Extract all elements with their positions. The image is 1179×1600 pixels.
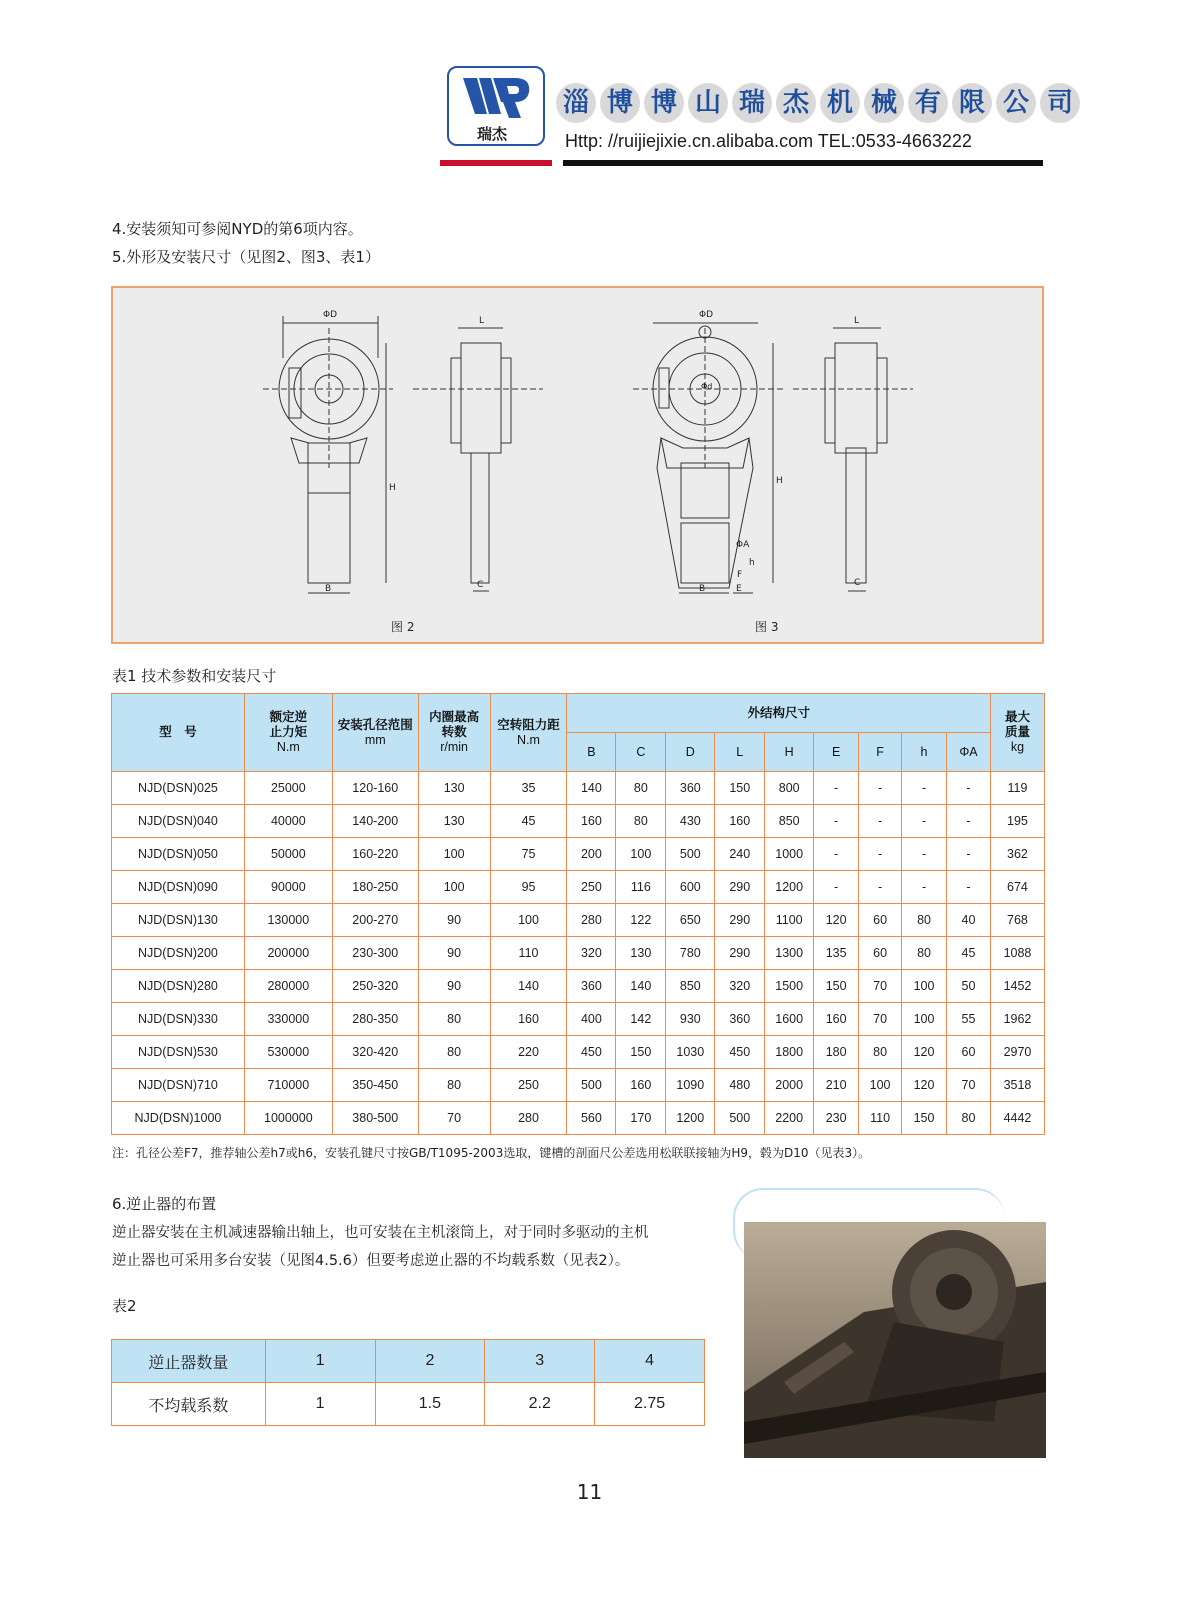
table-cell: 850	[765, 805, 814, 838]
table-cell: 2970	[990, 1036, 1044, 1069]
table-cell: 710000	[244, 1069, 332, 1102]
table-cell: 500	[715, 1102, 765, 1135]
label-h-fig3: H	[776, 476, 783, 486]
table-cell: 280	[567, 904, 616, 937]
table-cell: 530000	[244, 1036, 332, 1069]
table-cell: 150	[616, 1036, 666, 1069]
header-speed: 内圈最高 转数 r/min	[418, 694, 490, 772]
header-torque: 额定逆 止力矩 N.m	[244, 694, 332, 772]
table-cell: 80	[418, 1036, 490, 1069]
table1-note: 注：孔径公差F7，推荐轴公差h7或h6，安装孔键尺寸按GB/T1095-2003选取，键槽的剖面尺公差选用松联联接轴为H9，毂为D10（见表3）。	[112, 1146, 871, 1160]
table-cell: 200	[567, 838, 616, 871]
table2-cell: 1	[265, 1383, 375, 1426]
header-dim-col: F	[859, 733, 902, 772]
header-mass: 最大 质量 kg	[990, 694, 1044, 772]
table-cell: 290	[715, 937, 765, 970]
company-name	[556, 82, 1084, 124]
table-cell: 210	[814, 1069, 859, 1102]
company-contact: Http: //ruijiejixie.cn.alibaba.com TEL:0533-4663222	[565, 131, 972, 151]
table-cell: 280000	[244, 970, 332, 1003]
table-cell: -	[947, 805, 991, 838]
label-bore-fig3: Φd	[701, 382, 713, 391]
table-cell: 180-250	[332, 871, 418, 904]
table-cell: 1200	[666, 1102, 715, 1135]
company-name-char: 司	[1040, 83, 1080, 123]
table-cell: 400	[567, 1003, 616, 1036]
company-name-char: 杰	[776, 83, 816, 123]
table-cell: 1000	[765, 838, 814, 871]
table-cell: -	[859, 838, 902, 871]
table-cell: 140	[567, 772, 616, 805]
table1-title: 表1 技术参数和安装尺寸	[112, 667, 277, 685]
table-cell: -	[814, 871, 859, 904]
company-name-char: 限	[952, 83, 992, 123]
table2-row1-label: 逆止器数量	[112, 1340, 266, 1383]
table-cell: 45	[947, 937, 991, 970]
table-cell: 160	[490, 1003, 567, 1036]
header-dim-col: E	[814, 733, 859, 772]
table-cell: 250-320	[332, 970, 418, 1003]
table-cell: 240	[715, 838, 765, 871]
table-cell: -	[947, 772, 991, 805]
page-number: 11	[576, 1480, 603, 1504]
table-cell: -	[859, 805, 902, 838]
table-cell: 480	[715, 1069, 765, 1102]
intro-line-2: 5.外形及安装尺寸（见图2、图3、表1）	[112, 248, 380, 266]
table-cell: 25000	[244, 772, 332, 805]
table2-cell: 1	[265, 1340, 375, 1383]
model-cell: NJD(DSN)710	[112, 1069, 245, 1102]
label-l-fig2: L	[479, 316, 485, 326]
company-name-char: 机	[820, 83, 860, 123]
table-cell: 1962	[990, 1003, 1044, 1036]
table-cell: 90	[418, 970, 490, 1003]
table-row	[112, 805, 1045, 838]
table-cell: 122	[616, 904, 666, 937]
table2-cell: 1.5	[375, 1383, 485, 1426]
company-name-char: 山	[688, 83, 728, 123]
figure-3-caption: 图 3	[755, 620, 779, 634]
label-h-fig2: H	[389, 483, 396, 493]
model-cell: NJD(DSN)200	[112, 937, 245, 970]
table-row	[112, 904, 1045, 937]
table-row	[112, 970, 1045, 1003]
label-c-fig2: C	[477, 580, 484, 590]
table-cell: 70	[418, 1102, 490, 1135]
header-dim-col: B	[567, 733, 616, 772]
table-cell: 35	[490, 772, 567, 805]
table-cell: -	[814, 838, 859, 871]
label-l-fig3: L	[854, 316, 860, 326]
spec-table	[111, 693, 1045, 1135]
table-cell: 160	[616, 1069, 666, 1102]
table-cell: 110	[490, 937, 567, 970]
model-cell: NJD(DSN)530	[112, 1036, 245, 1069]
table-cell: 140-200	[332, 805, 418, 838]
table-cell: 100	[418, 838, 490, 871]
label-e-fig3: E	[736, 584, 742, 594]
section6-paragraph-2: 逆止器也可采用多台安装（见图4.5.6）但要考虑逆止器的不均载系数（见表2）。	[112, 1253, 630, 1269]
table-cell: -	[814, 772, 859, 805]
header-dims: 外结构尺寸	[567, 694, 990, 733]
label-d-fig3: ΦD	[699, 310, 714, 320]
table-cell: 150	[902, 1102, 947, 1135]
table-cell: 130	[616, 937, 666, 970]
table-cell: 4442	[990, 1102, 1044, 1135]
table-cell: 650	[666, 904, 715, 937]
table-cell: 930	[666, 1003, 715, 1036]
table-cell: 170	[616, 1102, 666, 1135]
table-cell: -	[814, 805, 859, 838]
table-cell: 70	[947, 1069, 991, 1102]
table-cell: 50000	[244, 838, 332, 871]
logo-mark-icon	[457, 74, 537, 124]
table-cell: 100	[490, 904, 567, 937]
table-cell: 430	[666, 805, 715, 838]
table-cell: 60	[859, 904, 902, 937]
table-cell: 130	[418, 805, 490, 838]
table-cell: 90000	[244, 871, 332, 904]
table-cell: 1452	[990, 970, 1044, 1003]
table-cell: -	[947, 838, 991, 871]
table-cell: 230-300	[332, 937, 418, 970]
table-cell: 140	[490, 970, 567, 1003]
table-cell: 90	[418, 904, 490, 937]
dimension-drawings	[111, 286, 1044, 644]
company-name-char: 博	[600, 83, 640, 123]
model-cell: NJD(DSN)050	[112, 838, 245, 871]
label-d-fig2: ΦD	[323, 310, 338, 320]
table-cell: 45	[490, 805, 567, 838]
load-factor-table	[111, 1339, 705, 1426]
table-cell: 1800	[765, 1036, 814, 1069]
table-cell: 850	[666, 970, 715, 1003]
backstop-installation-photo	[744, 1222, 1046, 1458]
label-f-fig3: F	[737, 570, 743, 580]
table-cell: 70	[859, 970, 902, 1003]
table-cell: 360	[715, 1003, 765, 1036]
figure-2-caption: 图 2	[391, 620, 415, 634]
table-cell: 40	[947, 904, 991, 937]
table-row	[112, 871, 1045, 904]
table-cell: 360	[666, 772, 715, 805]
table-row	[112, 838, 1045, 871]
intro-line-1: 4.安装须知可参阅NYD的第6项内容。	[112, 220, 363, 238]
table-cell: 330000	[244, 1003, 332, 1036]
table2-cell: 2.2	[485, 1383, 595, 1426]
logo-text: 瑞杰	[477, 125, 508, 143]
table2-cell: 2	[375, 1340, 485, 1383]
table-cell: 500	[567, 1069, 616, 1102]
fig2-side-view	[413, 328, 543, 591]
table-cell: 290	[715, 904, 765, 937]
table-cell: 1030	[666, 1036, 715, 1069]
table-cell: 80	[616, 805, 666, 838]
table-cell: 1300	[765, 937, 814, 970]
table-cell: 1000000	[244, 1102, 332, 1135]
header-dim-col: h	[902, 733, 947, 772]
header-red-bar	[440, 160, 552, 166]
table-cell: 2200	[765, 1102, 814, 1135]
table-cell: 80	[418, 1069, 490, 1102]
table-cell: 80	[902, 937, 947, 970]
table-cell: 75	[490, 838, 567, 871]
table-cell: 55	[947, 1003, 991, 1036]
table-cell: 768	[990, 904, 1044, 937]
table-cell: 290	[715, 871, 765, 904]
header-drag: 空转阻力距 N.m	[490, 694, 567, 772]
fig2-front-view	[263, 316, 393, 593]
company-logo	[447, 66, 545, 146]
table-cell: 1200	[765, 871, 814, 904]
table-cell: 200000	[244, 937, 332, 970]
table-cell: -	[859, 772, 902, 805]
table-cell: 140	[616, 970, 666, 1003]
table-cell: 110	[859, 1102, 902, 1135]
table-cell: 100	[902, 1003, 947, 1036]
table-cell: 780	[666, 937, 715, 970]
table-cell: 100	[616, 838, 666, 871]
table-cell: 130	[418, 772, 490, 805]
table-cell: 50	[947, 970, 991, 1003]
model-cell: NJD(DSN)025	[112, 772, 245, 805]
label-h-small-fig3: h	[749, 558, 755, 568]
header-dim-col: C	[616, 733, 666, 772]
table-cell: 120-160	[332, 772, 418, 805]
fig3-front-view	[633, 323, 783, 593]
table2-cell: 4	[595, 1340, 705, 1383]
table-cell: 200-270	[332, 904, 418, 937]
table-cell: 600	[666, 871, 715, 904]
company-name-char: 淄	[556, 83, 596, 123]
table-row	[112, 772, 1045, 805]
table-cell: 120	[902, 1069, 947, 1102]
table-row	[112, 937, 1045, 970]
table-cell: 1100	[765, 904, 814, 937]
header-black-bar	[563, 160, 1043, 166]
table-cell: 120	[814, 904, 859, 937]
table-row	[112, 1036, 1045, 1069]
table-cell: -	[902, 805, 947, 838]
label-b-fig3: B	[699, 584, 706, 594]
table-cell: 100	[902, 970, 947, 1003]
table-cell: -	[902, 871, 947, 904]
table-cell: 150	[715, 772, 765, 805]
company-name-char: 瑞	[732, 83, 772, 123]
table-cell: -	[902, 838, 947, 871]
table-cell: -	[859, 871, 902, 904]
table-cell: 230	[814, 1102, 859, 1135]
fig3-side-view	[793, 328, 913, 591]
table-cell: 130000	[244, 904, 332, 937]
table-cell: 160	[567, 805, 616, 838]
table-cell: 142	[616, 1003, 666, 1036]
table-cell: 250	[567, 871, 616, 904]
table-cell: 80	[859, 1036, 902, 1069]
table2-row2-label: 不均载系数	[112, 1383, 266, 1426]
table-cell: 360	[567, 970, 616, 1003]
table-cell: 500	[666, 838, 715, 871]
table-cell: 116	[616, 871, 666, 904]
model-cell: NJD(DSN)130	[112, 904, 245, 937]
table-cell: 1600	[765, 1003, 814, 1036]
table-cell: 95	[490, 871, 567, 904]
table-cell: 380-500	[332, 1102, 418, 1135]
table-cell: 100	[859, 1069, 902, 1102]
table-cell: 674	[990, 871, 1044, 904]
table-cell: 2000	[765, 1069, 814, 1102]
table-cell: 1088	[990, 937, 1044, 970]
model-cell: NJD(DSN)1000	[112, 1102, 245, 1135]
table-cell: 450	[567, 1036, 616, 1069]
header-dim-col: L	[715, 733, 765, 772]
header-bore: 安装孔径范围 mm	[332, 694, 418, 772]
table-cell: 80	[902, 904, 947, 937]
header-dim-col: D	[666, 733, 715, 772]
table-cell: 160	[715, 805, 765, 838]
label-b-fig2: B	[325, 584, 332, 594]
table-cell: 180	[814, 1036, 859, 1069]
table-cell: 40000	[244, 805, 332, 838]
company-name-char: 械	[864, 83, 904, 123]
table-cell: 80	[947, 1102, 991, 1135]
table-cell: 250	[490, 1069, 567, 1102]
table-cell: 320	[715, 970, 765, 1003]
table-cell: 195	[990, 805, 1044, 838]
table-row	[112, 1102, 1045, 1135]
table-cell: 560	[567, 1102, 616, 1135]
company-name-char: 有	[908, 83, 948, 123]
table-cell: 90	[418, 937, 490, 970]
model-cell: NJD(DSN)280	[112, 970, 245, 1003]
table-cell: 350-450	[332, 1069, 418, 1102]
table-cell: 362	[990, 838, 1044, 871]
table2-cell: 3	[485, 1340, 595, 1383]
table-cell: 800	[765, 772, 814, 805]
table-cell: 1500	[765, 970, 814, 1003]
table-cell: 150	[814, 970, 859, 1003]
company-name-char: 公	[996, 83, 1036, 123]
table-cell: 450	[715, 1036, 765, 1069]
table-cell: 280	[490, 1102, 567, 1135]
model-cell: NJD(DSN)090	[112, 871, 245, 904]
table-cell: 3518	[990, 1069, 1044, 1102]
table-cell: 80	[616, 772, 666, 805]
header-dim-col: ΦA	[947, 733, 991, 772]
technical-drawing	[113, 288, 1046, 646]
table-cell: 280-350	[332, 1003, 418, 1036]
table-cell: 60	[947, 1036, 991, 1069]
header-model: 型 号	[112, 694, 245, 772]
table-cell: 120	[902, 1036, 947, 1069]
section6-title: 6.逆止器的布置	[112, 1195, 217, 1213]
table-cell: 119	[990, 772, 1044, 805]
table-row	[112, 1069, 1045, 1102]
table-row	[112, 1003, 1045, 1036]
table-cell: 60	[859, 937, 902, 970]
label-c-fig3: C	[854, 578, 861, 588]
table-cell: 220	[490, 1036, 567, 1069]
table2-title: 表2	[112, 1297, 137, 1315]
table-cell: -	[902, 772, 947, 805]
table-cell: 100	[418, 871, 490, 904]
header-dim-col: H	[765, 733, 814, 772]
table-cell: 160-220	[332, 838, 418, 871]
table-cell: 1090	[666, 1069, 715, 1102]
table-cell: 320-420	[332, 1036, 418, 1069]
model-cell: NJD(DSN)040	[112, 805, 245, 838]
table-cell: 160	[814, 1003, 859, 1036]
table-cell: -	[947, 871, 991, 904]
model-cell: NJD(DSN)330	[112, 1003, 245, 1036]
label-a-fig3: ΦA	[736, 540, 750, 550]
table-cell: 320	[567, 937, 616, 970]
table-cell: 135	[814, 937, 859, 970]
table-cell: 70	[859, 1003, 902, 1036]
table-cell: 80	[418, 1003, 490, 1036]
section6-paragraph-1: 逆止器安装在主机减速器输出轴上，也可安装在主机滚筒上，对于同时多驱动的主机	[112, 1225, 649, 1241]
table2-cell: 2.75	[595, 1383, 705, 1426]
company-name-char: 博	[644, 83, 684, 123]
